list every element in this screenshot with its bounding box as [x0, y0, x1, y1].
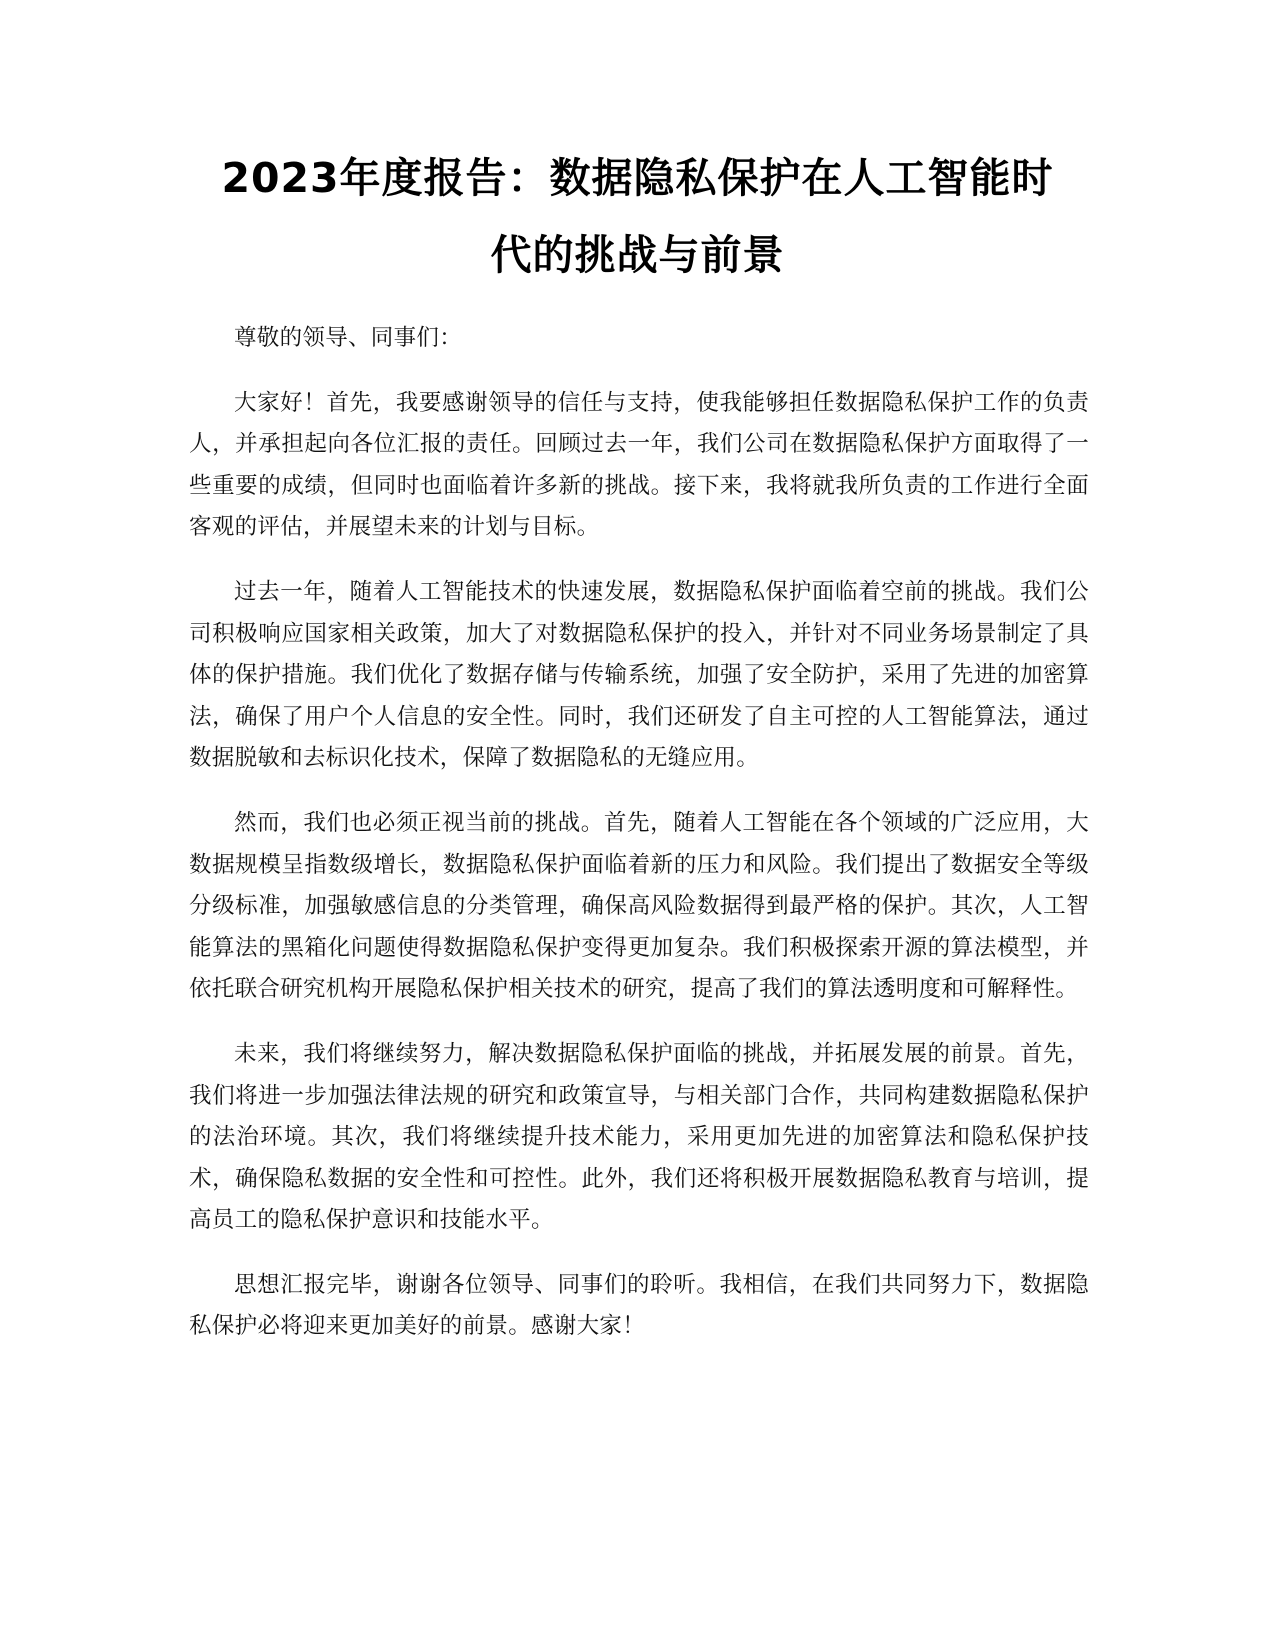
future-plans-paragraph: 未来，我们将继续努力，解决数据隐私保护面临的挑战，并拓展发展的前景。首先，我们将进一步加强法律法规的研究和政策宣导，与相关部门合作，共同构建数据隐私保护的法治环境。其次，我们将继续提升技术能力，采用更加先进的加密算法和隐私保护技术，确保隐私数据的安全性和可控性。此外，我们还将积极开展数据隐私教育与培训，提高员工的隐私保护意识和技能水平。	[189, 1040, 1089, 1234]
title-line-2: 代的挑战与前景	[490, 231, 785, 279]
intro-paragraph: 大家好！首先，我要感谢领导的信任与支持，使我能够担任数据隐私保护工作的负责人，并承担起向各位汇报的责任。回顾过去一年，我们公司在数据隐私保护方面取得了一些重要的成绩，但同时也面临着许多新的挑战。接下来，我将就我所负责的工作进行全面客观的评估，并展望未来的计划与目标。	[189, 389, 1089, 541]
challenges-paragraph: 然而，我们也必须正视当前的挑战。首先，随着人工智能在各个领域的广泛应用，大数据规模呈指数级增长，数据隐私保护面临着新的压力和风险。我们提出了数据安全等级分级标准，加强敏感信息的分类管理，确保高风险数据得到最严格的保护。其次，人工智能算法的黑箱化问题使得数据隐私保护变得更加复杂。我们积极探索开源的算法模型，并依托联合研究机构开展隐私保护相关技术的研究，提高了我们的算法透明度和可解释性。	[189, 809, 1089, 1003]
title-line-1: 2023年度报告：数据隐私保护在人工智能时	[221, 154, 1054, 202]
document-body	[189, 318, 1089, 1371]
document-title	[170, 140, 1105, 294]
salutation-paragraph: 尊敬的领导、同事们：	[234, 325, 463, 351]
achievements-paragraph: 过去一年，随着人工智能技术的快速发展，数据隐私保护面临着空前的挑战。我们公司积极响应国家相关政策，加大了对数据隐私保护的投入，并针对不同业务场景制定了具体的保护措施。我们优化了数据存储与传输系统，加强了安全防护，采用了先进的加密算法，确保了用户个人信息的安全性。同时，我们还研发了自主可控的人工智能算法，通过数据脱敏和去标识化技术，保障了数据隐私的无缝应用。	[189, 578, 1089, 772]
closing-paragraph: 思想汇报完毕，谢谢各位领导、同事们的聆听。我相信，在我们共同努力下，数据隐私保护必将迎来更加美好的前景。感谢大家！	[189, 1271, 1089, 1340]
